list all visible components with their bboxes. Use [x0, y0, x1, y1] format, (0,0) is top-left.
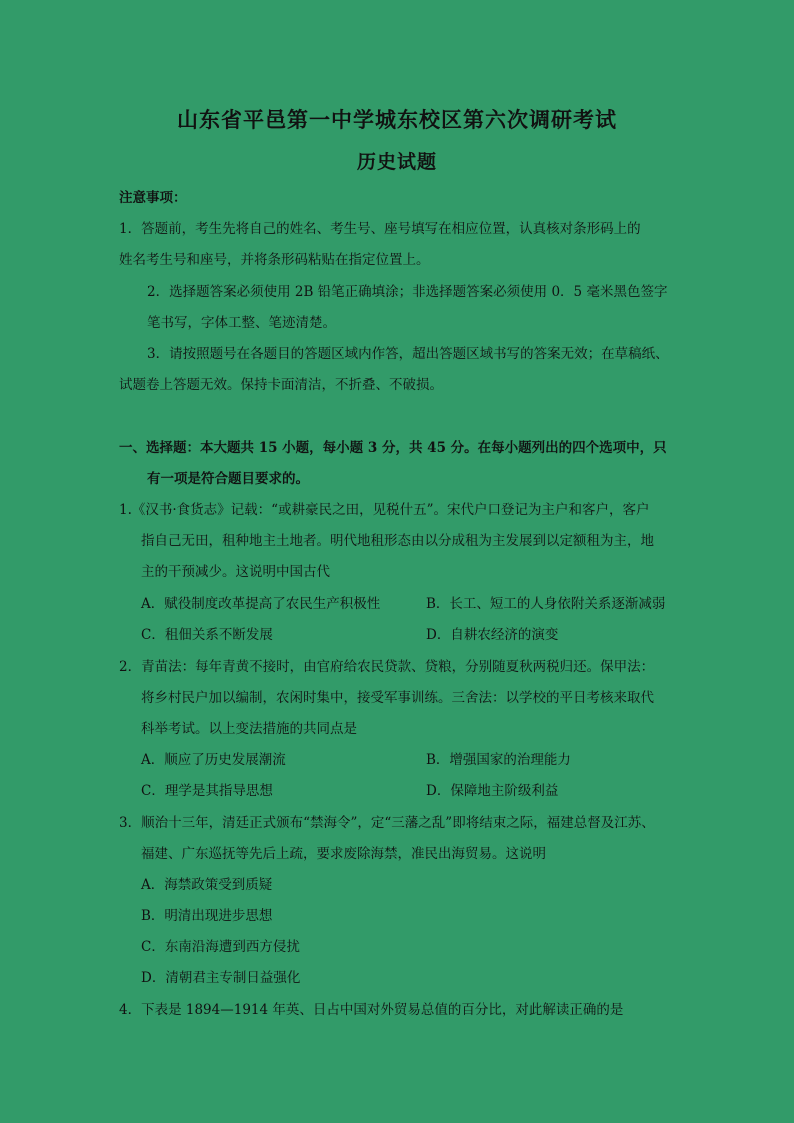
question-1-option-d: D．自耕农经济的演变	[426, 627, 559, 643]
exam-title: 山东省平邑第一中学城东校区第六次调研考试	[177, 107, 617, 132]
question-3-option-c: C．东南沿海遭到西方侵扰	[141, 939, 300, 955]
question-2-line-2: 将乡村民户加以编制，农闲时集中，接受军事训练。三舍法：以学校的平日考核来取代	[141, 690, 654, 706]
question-1-line-1: 1.《汉书·食货志》记载：“或耕豪民之田，见税什五”。宋代户口登记为主户和客户，客户	[119, 502, 650, 518]
notice-item-1-line-2: 姓名考生号和座号，并将条形码粘贴在指定位置上。	[119, 252, 430, 268]
question-1-line-2: 指自己无田，租种地主土地者。明代地租形态由以分成租为主发展到以定额租为主，地	[141, 533, 654, 549]
section-heading-line-2: 有一项是符合题目要求的。	[147, 471, 309, 487]
question-3-option-b: B．明清出现进步思想	[141, 908, 273, 924]
question-3-option-a: A．海禁政策受到质疑	[141, 877, 273, 893]
notice-item-1-line-1: 1．答题前，考生先将自己的姓名、考生号、座号填写在相应位置，认真核对条形码上的	[119, 221, 641, 237]
question-2-option-a: A．顺应了历史发展潮流	[141, 752, 286, 768]
question-2-line-3: 科举考试。以上变法措施的共同点是	[141, 721, 357, 737]
question-2-option-b: B．增强国家的治理能力	[426, 752, 571, 768]
exam-subject: 历史试题	[356, 151, 437, 173]
question-1-option-b: B．长工、短工的人身依附关系逐渐减弱	[426, 596, 666, 612]
question-2-line-1: 2．青苗法：每年青黄不接时，由官府给农民贷款、贷粮，分别随夏秋两税归还。保甲法：	[119, 659, 655, 675]
question-1-line-3: 主的干预减少。这说明中国古代	[141, 564, 330, 580]
question-4-line-1: 4．下表是 1894—1914 年英、日占中国对外贸易总值的百分比，对此解读正确的是	[119, 1002, 624, 1018]
notice-item-2-line-1: 2．选择题答案必须使用 2B 铅笔正确填涂；非选择题答案必须使用 0．5 毫米黑色签字	[147, 284, 668, 300]
notice-heading: 注意事项：	[119, 190, 187, 206]
question-3-option-d: D．清朝君主专制日益强化	[141, 970, 301, 986]
question-3-line-1: 3．顺治十三年，清廷正式颁布“禁海令”，定“三藩之乱”即将结束之际，福建总督及江苏、	[119, 815, 655, 831]
question-3-line-2: 福建、广东巡抚等先后上疏，要求废除海禁，准民出海贸易。这说明	[141, 846, 546, 862]
question-1-option-a: A．赋役制度改革提高了农民生产积极性	[141, 596, 381, 612]
section-heading-line-1: 一、选择题：本大题共 15 小题，每小题 3 分，共 45 分。在每小题列出的四个选项中，只	[119, 440, 667, 456]
notice-item-2-line-2: 笔书写，字体工整、笔迹清楚。	[147, 315, 336, 331]
question-1-option-c: C．租佃关系不断发展	[141, 627, 273, 643]
notice-item-3-line-2: 试题卷上答题无效。保持卡面清洁，不折叠、不破损。	[119, 377, 443, 393]
question-2-option-c: C．理学是其指导思想	[141, 783, 273, 799]
question-2-option-d: D．保障地主阶级利益	[426, 783, 559, 799]
notice-item-3-line-1: 3．请按照题号在各题目的答题区域内作答，超出答题区域书写的答案无效；在草稿纸、	[147, 346, 669, 362]
